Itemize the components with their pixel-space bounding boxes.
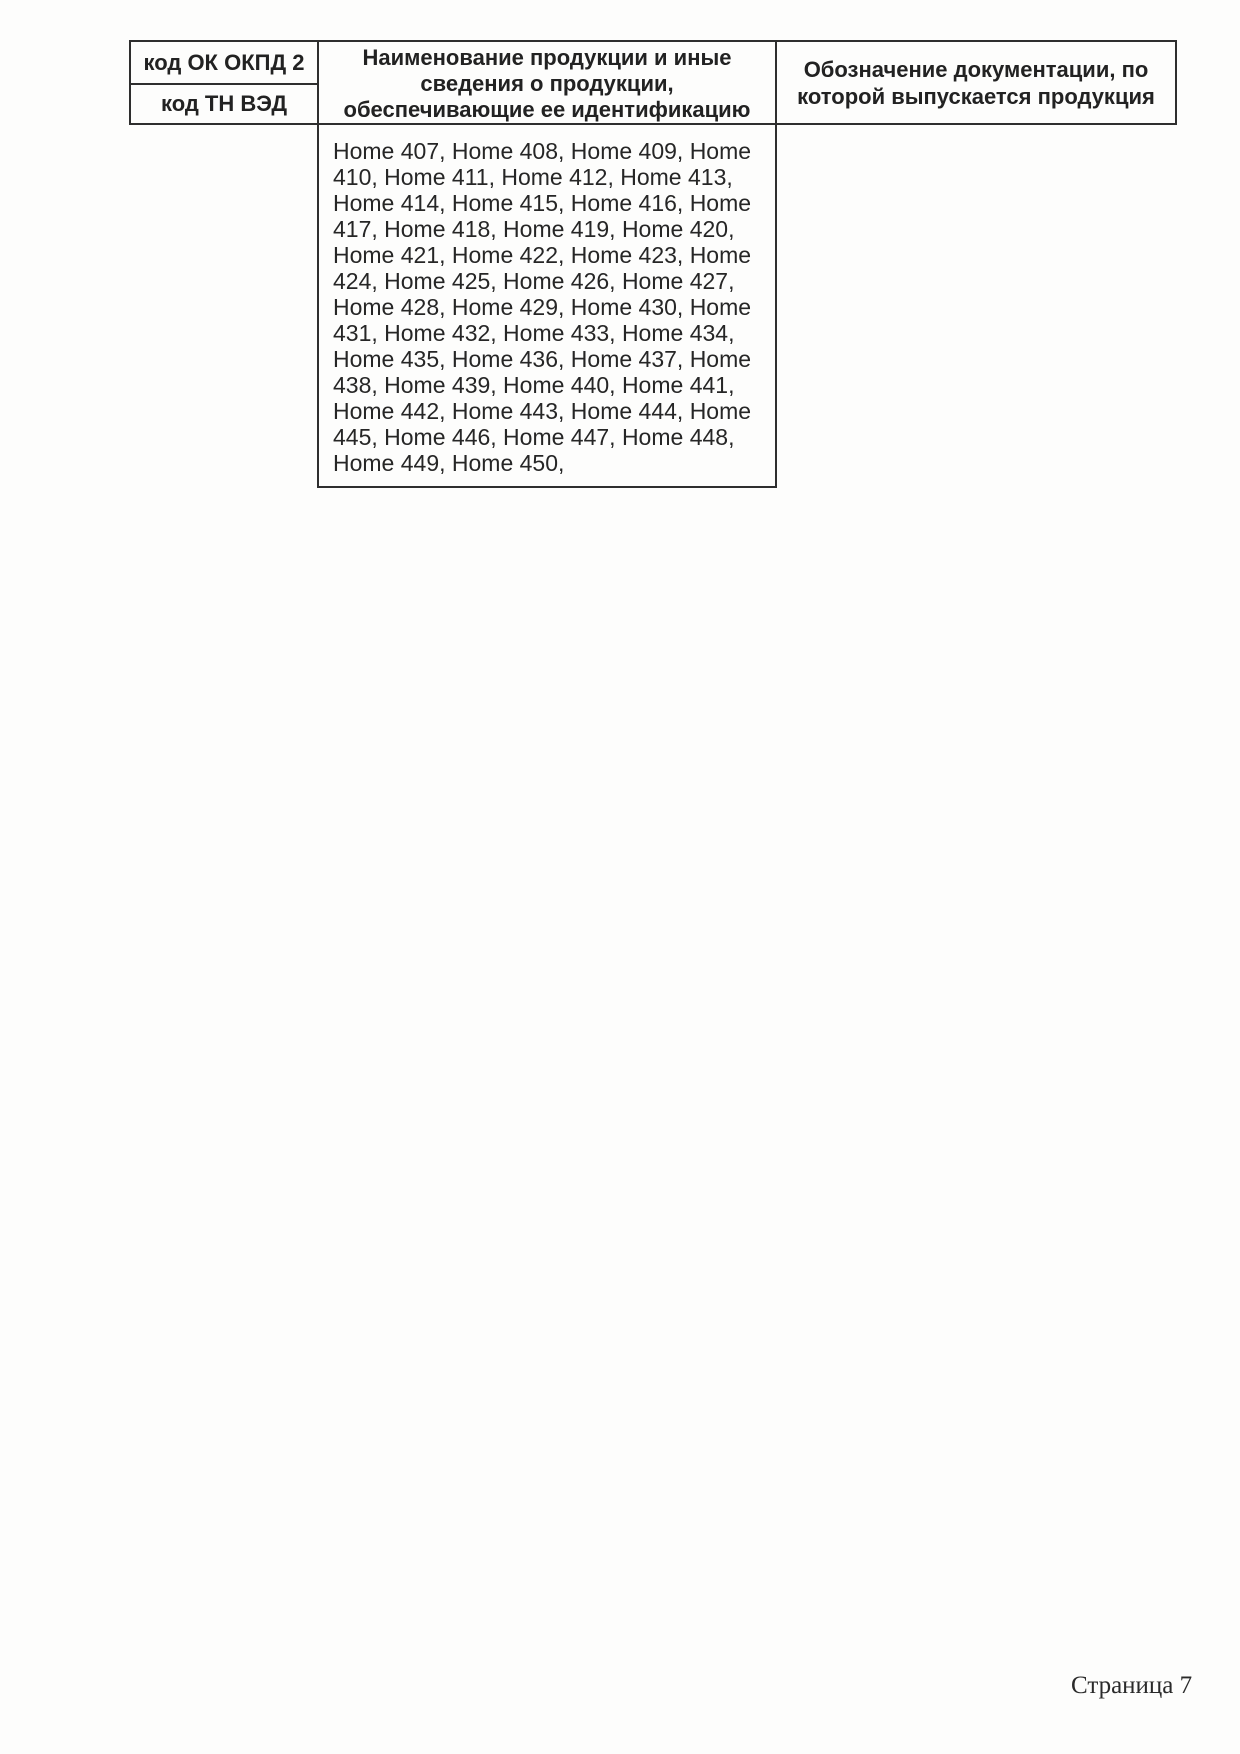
product-list-text: Home 407, Home 408, Home 409, Home 410, Home 411, Home 412, Home 413, Home 414, Home 415, Home 416, Home 417, Home 418, Home 419, Home 420, Home 421, Home 422, Home 423, Home 424, Home 425, Home 426, Home 427, Home 428, Home 429, Home 430, Home 431, Home 432, Home 433, Home 434, Home 435, Home 436, Home 437, Home 438, Home 439, Home 440, Home 441, Home 442, Home 443, Home 444, Home 445, Home 446, Home 447, Home 448, Home 449, Home 450, bbox=[333, 138, 752, 476]
tnved-code-label: код ТН ВЭД bbox=[160, 91, 288, 116]
product-name-header-cell bbox=[317, 40, 777, 125]
okpd2-code-header bbox=[131, 42, 317, 85]
codes-header-cell bbox=[129, 40, 319, 125]
tnved-code-header bbox=[131, 85, 317, 123]
products-table bbox=[129, 40, 1177, 490]
documentation-header-label: Обозначение документации, по которой выпускается продукция bbox=[797, 56, 1155, 109]
page-number: Страница 7 bbox=[1071, 1672, 1193, 1699]
product-name-header-label: Наименование продукции и иные сведения о продукции, обеспечивающие ее идентификацию bbox=[343, 45, 751, 122]
product-list-cell bbox=[317, 125, 777, 488]
documentation-header-cell bbox=[775, 40, 1177, 125]
okpd2-code-label: код ОК ОКПД 2 bbox=[143, 49, 305, 75]
